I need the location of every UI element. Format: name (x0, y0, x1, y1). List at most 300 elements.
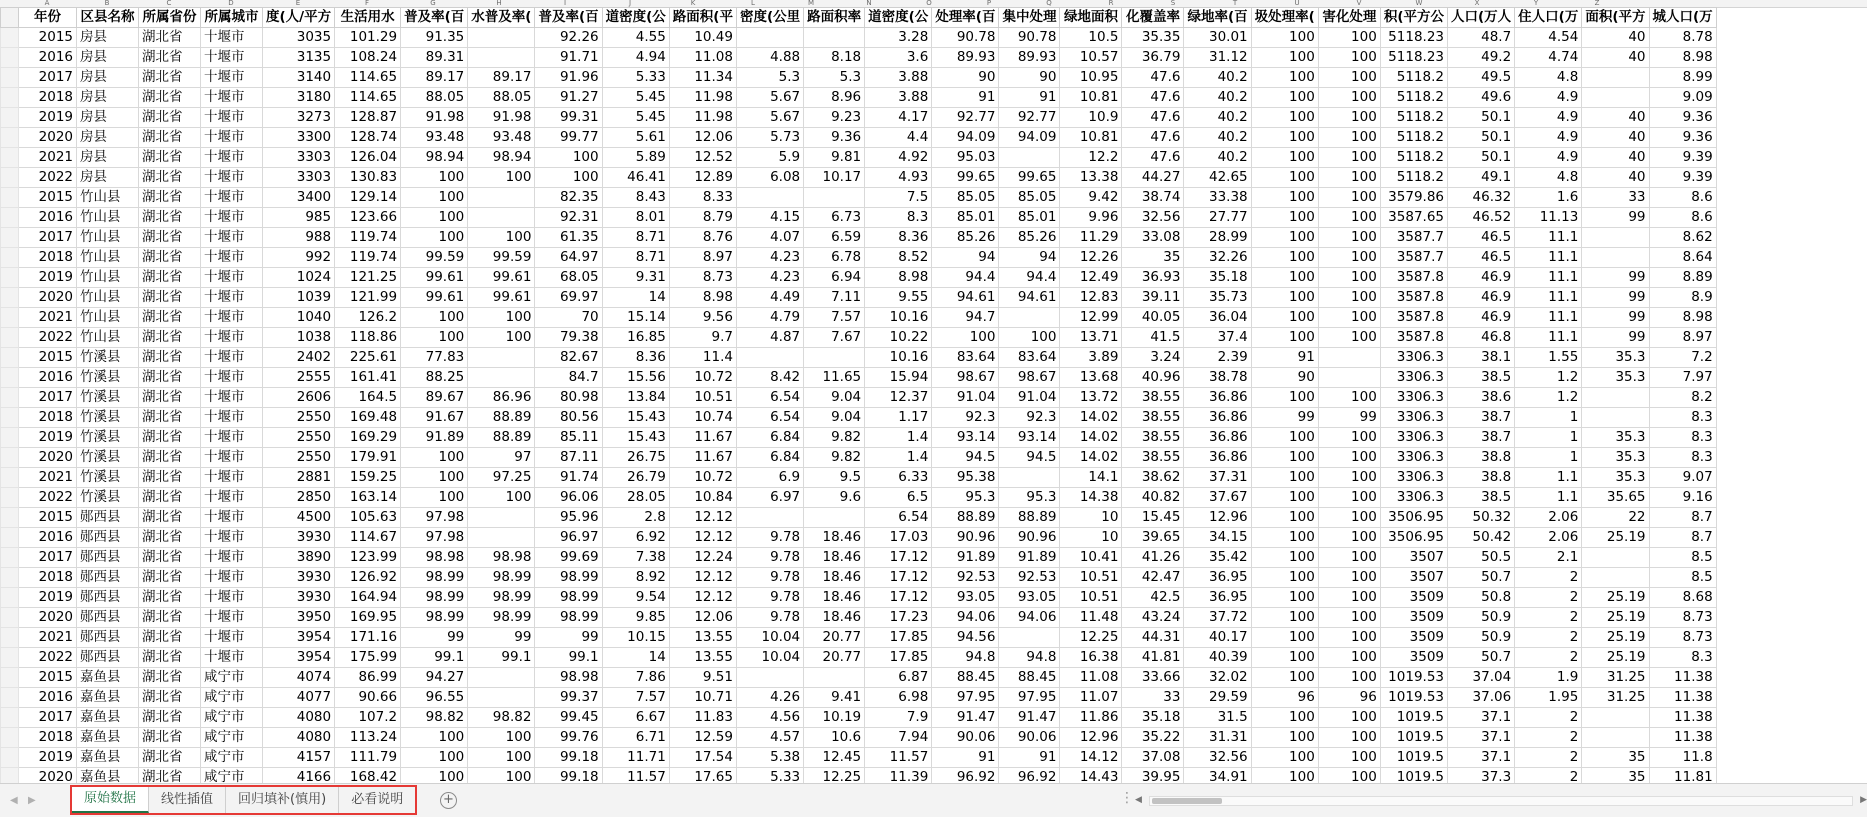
table-cell[interactable]: 9.56 (669, 308, 736, 328)
scroll-right-icon[interactable]: ▶ (1860, 795, 1867, 805)
table-cell[interactable]: 11.57 (865, 748, 932, 768)
row-number-cell[interactable] (1, 248, 19, 268)
table-cell[interactable]: 50.1 (1448, 108, 1515, 128)
table-cell[interactable]: 十堰市 (201, 408, 263, 428)
table-cell[interactable]: 十堰市 (201, 108, 263, 128)
table-cell[interactable]: 5.45 (602, 108, 669, 128)
table-cell[interactable]: 湖北省 (139, 188, 201, 208)
table-cell[interactable]: 988 (263, 228, 335, 248)
table-cell[interactable]: 100 (401, 188, 468, 208)
table-cell[interactable]: 99 (468, 628, 535, 648)
table-cell[interactable]: 2020 (19, 288, 77, 308)
table-cell[interactable]: 11.67 (669, 448, 736, 468)
table-cell[interactable]: 88.45 (932, 668, 999, 688)
table-cell[interactable]: 100 (1318, 748, 1380, 768)
table-cell[interactable]: 97.98 (401, 528, 468, 548)
table-cell[interactable]: 8.71 (602, 228, 669, 248)
table-cell[interactable]: 9.23 (804, 108, 865, 128)
table-cell[interactable]: 3506.95 (1380, 508, 1447, 528)
table-cell[interactable]: 99 (1318, 408, 1380, 428)
table-cell[interactable]: 11.48 (1060, 608, 1122, 628)
table-cell[interactable]: 37.31 (1184, 468, 1251, 488)
table-cell[interactable]: 湖北省 (139, 328, 201, 348)
table-cell[interactable]: 11.71 (602, 748, 669, 768)
table-cell[interactable]: 169.48 (335, 408, 401, 428)
column-letter[interactable]: Y (1533, 0, 1539, 7)
table-cell[interactable] (468, 188, 535, 208)
table-cell[interactable]: 100 (1251, 548, 1318, 568)
table-cell[interactable]: 9.39 (1649, 148, 1716, 168)
column-letter[interactable]: L (751, 0, 755, 7)
table-cell[interactable]: 8.73 (1649, 628, 1716, 648)
spreadsheet-grid[interactable] (0, 7, 1867, 783)
table-cell[interactable]: 42.5 (1122, 588, 1184, 608)
table-cell[interactable]: 3180 (263, 88, 335, 108)
table-cell[interactable]: 168.42 (335, 768, 401, 784)
table-cell[interactable]: 2 (1515, 628, 1582, 648)
table-cell[interactable]: 96.55 (401, 688, 468, 708)
table-cell[interactable]: 竹山县 (77, 208, 139, 228)
table-cell[interactable]: 十堰市 (201, 468, 263, 488)
table-cell[interactable]: 100 (1251, 448, 1318, 468)
table-cell[interactable]: 7.2 (1649, 348, 1716, 368)
table-cell[interactable]: 39.95 (1122, 768, 1184, 784)
table-cell[interactable]: 35 (1582, 768, 1649, 784)
table-cell[interactable]: 126.04 (335, 148, 401, 168)
table-cell[interactable]: 湖北省 (139, 548, 201, 568)
table-cell[interactable]: 171.16 (335, 628, 401, 648)
column-letter[interactable]: O (926, 0, 932, 7)
table-cell[interactable]: 7.38 (602, 548, 669, 568)
table-cell[interactable]: 31.31 (1184, 728, 1251, 748)
table-cell[interactable]: 100 (1318, 548, 1380, 568)
table-cell[interactable]: 84.7 (535, 368, 602, 388)
table-cell[interactable]: 3.6 (865, 48, 932, 68)
table-cell[interactable]: 11.08 (1060, 668, 1122, 688)
table-cell[interactable]: 11.07 (1060, 688, 1122, 708)
table-cell[interactable]: 5118.2 (1380, 88, 1447, 108)
table-cell[interactable] (804, 348, 865, 368)
table-cell[interactable]: 5.67 (736, 88, 803, 108)
table-cell[interactable]: 35.3 (1582, 428, 1649, 448)
table-cell[interactable]: 2017 (19, 388, 77, 408)
table-cell[interactable]: 2550 (263, 408, 335, 428)
table-cell[interactable]: 6.98 (865, 688, 932, 708)
table-cell[interactable]: 50.9 (1448, 628, 1515, 648)
table-cell[interactable]: 94.61 (932, 288, 999, 308)
table-cell[interactable]: 100 (1251, 468, 1318, 488)
table-cell[interactable]: 3954 (263, 648, 335, 668)
table-cell[interactable]: 85.26 (999, 228, 1060, 248)
table-cell[interactable]: 9.7 (669, 328, 736, 348)
table-cell[interactable] (468, 688, 535, 708)
table-cell[interactable]: 18.46 (804, 548, 865, 568)
table-cell[interactable]: 12.24 (669, 548, 736, 568)
table-cell[interactable]: 98.99 (401, 568, 468, 588)
table-cell[interactable]: 郧西县 (77, 528, 139, 548)
table-cell[interactable]: 湖北省 (139, 408, 201, 428)
table-cell[interactable]: 12.12 (669, 568, 736, 588)
table-cell[interactable]: 35 (1122, 248, 1184, 268)
table-cell[interactable]: 98.67 (932, 368, 999, 388)
table-cell[interactable]: 3.89 (1060, 348, 1122, 368)
table-cell[interactable]: 2019 (19, 428, 77, 448)
table-cell[interactable]: 32.56 (1184, 748, 1251, 768)
table-cell[interactable]: 96.06 (535, 488, 602, 508)
column-letter[interactable]: E (295, 0, 301, 7)
table-cell[interactable]: 11.98 (669, 108, 736, 128)
table-cell[interactable]: 6.59 (804, 228, 865, 248)
table-cell[interactable]: 6.78 (804, 248, 865, 268)
table-cell[interactable]: 1019.5 (1380, 728, 1447, 748)
table-cell[interactable]: 2.06 (1515, 508, 1582, 528)
table-cell[interactable]: 33 (1122, 688, 1184, 708)
table-cell[interactable]: 湖北省 (139, 588, 201, 608)
table-cell[interactable]: 4.55 (602, 28, 669, 48)
table-cell[interactable]: 8.68 (1649, 588, 1716, 608)
table-cell[interactable]: 嘉鱼县 (77, 668, 139, 688)
table-cell[interactable]: 15.43 (602, 428, 669, 448)
table-cell[interactable]: 31.25 (1582, 668, 1649, 688)
table-cell[interactable]: 5.61 (602, 128, 669, 148)
table-cell[interactable]: 十堰市 (201, 168, 263, 188)
table-cell[interactable]: 郧西县 (77, 588, 139, 608)
table-cell[interactable]: 100 (1251, 648, 1318, 668)
table-cell[interactable]: 13.71 (1060, 328, 1122, 348)
table-cell[interactable]: 1039 (263, 288, 335, 308)
table-cell[interactable]: 14.12 (1060, 748, 1122, 768)
table-cell[interactable]: 2016 (19, 208, 77, 228)
table-cell[interactable]: 14.38 (1060, 488, 1122, 508)
table-cell[interactable]: 31.12 (1184, 48, 1251, 68)
table-cell[interactable]: 8.36 (865, 228, 932, 248)
table-cell[interactable]: 3306.3 (1380, 388, 1447, 408)
table-cell[interactable]: 100 (932, 328, 999, 348)
table-cell[interactable]: 99.61 (468, 288, 535, 308)
table-cell[interactable]: 100 (1251, 668, 1318, 688)
table-cell[interactable]: 50.42 (1448, 528, 1515, 548)
table-cell[interactable]: 15.56 (602, 368, 669, 388)
table-cell[interactable]: 10.71 (669, 688, 736, 708)
table-cell[interactable]: 2015 (19, 668, 77, 688)
tab-regression-fill[interactable]: 回归填补(慎用) (226, 787, 339, 813)
table-cell[interactable]: 100 (1318, 228, 1380, 248)
table-cell[interactable]: 6.71 (602, 728, 669, 748)
table-cell[interactable]: 1038 (263, 328, 335, 348)
add-sheet-button[interactable]: + (440, 792, 457, 809)
table-cell[interactable]: 湖北省 (139, 148, 201, 168)
table-cell[interactable]: 16.38 (1060, 648, 1122, 668)
table-cell[interactable]: 37.08 (1122, 748, 1184, 768)
table-cell[interactable]: 5118.23 (1380, 28, 1447, 48)
table-cell[interactable]: 8.64 (1649, 248, 1716, 268)
table-cell[interactable]: 29.59 (1184, 688, 1251, 708)
table-cell[interactable]: 100 (535, 168, 602, 188)
table-cell[interactable]: 98.99 (468, 568, 535, 588)
table-cell[interactable]: 竹溪县 (77, 448, 139, 468)
table-cell[interactable]: 225.61 (335, 348, 401, 368)
table-cell[interactable]: 85.01 (999, 208, 1060, 228)
table-cell[interactable]: 64.97 (535, 248, 602, 268)
table-cell[interactable]: 40 (1582, 168, 1649, 188)
table-cell[interactable]: 2016 (19, 368, 77, 388)
table-cell[interactable]: 36.86 (1184, 428, 1251, 448)
table-cell[interactable]: 96 (1251, 688, 1318, 708)
table-cell[interactable]: 69.97 (535, 288, 602, 308)
table-cell[interactable]: 25.19 (1582, 608, 1649, 628)
table-cell[interactable]: 88.89 (999, 508, 1060, 528)
table-cell[interactable]: 4.17 (865, 108, 932, 128)
table-cell[interactable]: 4.8 (1515, 68, 1582, 88)
table-cell[interactable]: 8.99 (1649, 68, 1716, 88)
table-cell[interactable]: 4077 (263, 688, 335, 708)
table-cell[interactable]: 湖北省 (139, 228, 201, 248)
table-cell[interactable]: 90.06 (932, 728, 999, 748)
table-cell[interactable]: 130.83 (335, 168, 401, 188)
table-cell[interactable]: 十堰市 (201, 208, 263, 228)
table-cell[interactable]: 100 (1251, 748, 1318, 768)
table-cell[interactable]: 3400 (263, 188, 335, 208)
table-cell[interactable]: 100 (1318, 148, 1380, 168)
table-cell[interactable]: 100 (1318, 308, 1380, 328)
table-cell[interactable]: 99 (1582, 308, 1649, 328)
table-cell[interactable]: 100 (1251, 128, 1318, 148)
row-number-cell[interactable] (1, 168, 19, 188)
table-cell[interactable]: 3273 (263, 108, 335, 128)
table-cell[interactable]: 8.98 (1649, 48, 1716, 68)
table-cell[interactable]: 38.62 (1122, 468, 1184, 488)
table-cell[interactable]: 十堰市 (201, 648, 263, 668)
table-cell[interactable]: 94.56 (932, 628, 999, 648)
table-cell[interactable]: 100 (1318, 568, 1380, 588)
table-cell[interactable]: 6.73 (804, 208, 865, 228)
table-cell[interactable]: 13.68 (1060, 368, 1122, 388)
table-cell[interactable]: 10 (1060, 508, 1122, 528)
table-cell[interactable]: 17.65 (669, 768, 736, 784)
table-cell[interactable]: 90 (1251, 368, 1318, 388)
table-cell[interactable]: 100 (1318, 48, 1380, 68)
header-cell[interactable]: 度(人/平方 (263, 8, 335, 28)
table-cell[interactable]: 11.38 (1649, 728, 1716, 748)
table-cell[interactable]: 13.55 (669, 628, 736, 648)
table-cell[interactable]: 100 (1318, 328, 1380, 348)
table-cell[interactable]: 99.61 (468, 268, 535, 288)
table-cell[interactable]: 11.34 (669, 68, 736, 88)
table-cell[interactable]: 3306.3 (1380, 368, 1447, 388)
data-table[interactable] (0, 7, 1717, 783)
table-cell[interactable]: 9.6 (804, 488, 865, 508)
table-cell[interactable]: 114.65 (335, 88, 401, 108)
table-cell[interactable]: 咸宁市 (201, 688, 263, 708)
column-letter[interactable]: T (1232, 0, 1238, 7)
header-cell[interactable]: 普及率(百 (535, 8, 602, 28)
table-cell[interactable]: 9.78 (736, 568, 803, 588)
table-cell[interactable]: 8.79 (669, 208, 736, 228)
table-cell[interactable]: 8.3 (1649, 428, 1716, 448)
table-cell[interactable]: 4.88 (736, 48, 803, 68)
table-cell[interactable]: 十堰市 (201, 488, 263, 508)
table-cell[interactable]: 94 (932, 248, 999, 268)
row-number-cell[interactable] (1, 548, 19, 568)
table-cell[interactable]: 2022 (19, 168, 77, 188)
table-cell[interactable]: 2015 (19, 188, 77, 208)
table-cell[interactable]: 2018 (19, 248, 77, 268)
table-cell[interactable]: 98.94 (401, 148, 468, 168)
table-cell[interactable]: 100 (1318, 188, 1380, 208)
table-cell[interactable]: 竹山县 (77, 308, 139, 328)
table-cell[interactable]: 94.8 (932, 648, 999, 668)
table-cell[interactable]: 十堰市 (201, 368, 263, 388)
table-cell[interactable]: 8.73 (669, 268, 736, 288)
table-cell[interactable]: 竹山县 (77, 188, 139, 208)
table-cell[interactable]: 1.1 (1515, 468, 1582, 488)
table-cell[interactable]: 12.12 (669, 508, 736, 528)
table-cell[interactable]: 98.99 (468, 608, 535, 628)
table-cell[interactable] (468, 348, 535, 368)
table-cell[interactable]: 10.5 (1060, 28, 1122, 48)
table-cell[interactable] (804, 508, 865, 528)
table-cell[interactable]: 竹山县 (77, 288, 139, 308)
table-cell[interactable]: 91.74 (535, 468, 602, 488)
table-cell[interactable]: 37.72 (1184, 608, 1251, 628)
header-cell[interactable]: 生活用水 (335, 8, 401, 28)
table-cell[interactable]: 100 (1251, 568, 1318, 588)
table-cell[interactable]: 37.1 (1448, 728, 1515, 748)
table-cell[interactable]: 咸宁市 (201, 668, 263, 688)
table-cell[interactable]: 49.2 (1448, 48, 1515, 68)
table-cell[interactable]: 46.5 (1448, 228, 1515, 248)
table-cell[interactable]: 十堰市 (201, 568, 263, 588)
table-cell[interactable]: 3587.7 (1380, 228, 1447, 248)
table-cell[interactable]: 38.7 (1448, 408, 1515, 428)
table-cell[interactable]: 40 (1582, 48, 1649, 68)
table-cell[interactable]: 8.33 (669, 188, 736, 208)
table-cell[interactable]: 94.4 (932, 268, 999, 288)
table-cell[interactable]: 11.08 (669, 48, 736, 68)
table-cell[interactable]: 6.87 (865, 668, 932, 688)
table-cell[interactable]: 13.55 (669, 648, 736, 668)
table-cell[interactable]: 4.74 (1515, 48, 1582, 68)
table-cell[interactable]: 89.17 (401, 68, 468, 88)
table-cell[interactable]: 100 (1318, 508, 1380, 528)
table-cell[interactable]: 91.89 (932, 548, 999, 568)
table-cell[interactable]: 38.6 (1448, 388, 1515, 408)
table-cell[interactable]: 35.18 (1122, 708, 1184, 728)
table-cell[interactable]: 9.41 (804, 688, 865, 708)
table-cell[interactable]: 十堰市 (201, 68, 263, 88)
table-cell[interactable]: 101.29 (335, 28, 401, 48)
table-cell[interactable]: 159.25 (335, 468, 401, 488)
table-cell[interactable]: 97.25 (468, 468, 535, 488)
table-cell[interactable]: 100 (401, 168, 468, 188)
table-cell[interactable]: 163.14 (335, 488, 401, 508)
table-cell[interactable]: 100 (1251, 608, 1318, 628)
table-cell[interactable]: 100 (1251, 28, 1318, 48)
table-cell[interactable]: 35.3 (1582, 368, 1649, 388)
table-cell[interactable]: 2022 (19, 328, 77, 348)
table-cell[interactable]: 161.41 (335, 368, 401, 388)
table-cell[interactable]: 嘉鱼县 (77, 688, 139, 708)
table-cell[interactable]: 8.92 (602, 568, 669, 588)
table-cell[interactable]: 46.8 (1448, 328, 1515, 348)
tab-original-data[interactable]: 原始数据 (72, 787, 149, 813)
row-number-cell[interactable] (1, 568, 19, 588)
table-cell[interactable]: 12.25 (804, 768, 865, 784)
table-cell[interactable]: 4.23 (736, 268, 803, 288)
table-cell[interactable]: 湖北省 (139, 368, 201, 388)
table-cell[interactable]: 2017 (19, 228, 77, 248)
table-cell[interactable]: 11.38 (1649, 668, 1716, 688)
table-cell[interactable]: 46.32 (1448, 188, 1515, 208)
table-cell[interactable]: 80.56 (535, 408, 602, 428)
table-cell[interactable]: 湖北省 (139, 108, 201, 128)
table-cell[interactable]: 6.67 (602, 708, 669, 728)
table-cell[interactable]: 3509 (1380, 588, 1447, 608)
table-cell[interactable]: 11.1 (1515, 328, 1582, 348)
table-cell[interactable]: 湖北省 (139, 48, 201, 68)
header-cell[interactable]: 集中处理 (999, 8, 1060, 28)
table-cell[interactable]: 92.77 (999, 108, 1060, 128)
table-cell[interactable]: 湖北省 (139, 488, 201, 508)
table-cell[interactable]: 咸宁市 (201, 708, 263, 728)
table-cell[interactable]: 2.8 (602, 508, 669, 528)
table-cell[interactable]: 123.66 (335, 208, 401, 228)
header-cell[interactable]: 城人口(万 (1649, 8, 1716, 28)
table-cell[interactable]: 3509 (1380, 628, 1447, 648)
table-cell[interactable]: 1024 (263, 268, 335, 288)
table-cell[interactable]: 9.51 (669, 668, 736, 688)
table-cell[interactable]: 湖北省 (139, 168, 201, 188)
table-cell[interactable]: 10 (1060, 528, 1122, 548)
table-cell[interactable]: 湖北省 (139, 648, 201, 668)
table-cell[interactable]: 10.15 (602, 628, 669, 648)
table-cell[interactable]: 9.78 (736, 588, 803, 608)
table-cell[interactable]: 100 (401, 448, 468, 468)
table-cell[interactable]: 咸宁市 (201, 768, 263, 784)
table-cell[interactable]: 37.3 (1448, 768, 1515, 784)
table-cell[interactable]: 46.9 (1448, 308, 1515, 328)
row-number-cell[interactable] (1, 588, 19, 608)
table-cell[interactable]: 100 (999, 328, 1060, 348)
row-number-cell[interactable] (1, 88, 19, 108)
table-cell[interactable]: 湖北省 (139, 768, 201, 784)
table-cell[interactable]: 5118.2 (1380, 128, 1447, 148)
table-cell[interactable]: 湖北省 (139, 468, 201, 488)
row-number-cell[interactable] (1, 108, 19, 128)
table-cell[interactable]: 83.64 (932, 348, 999, 368)
row-number-cell[interactable] (1, 628, 19, 648)
table-cell[interactable]: 35.73 (1184, 288, 1251, 308)
table-cell[interactable]: 8.7 (1649, 528, 1716, 548)
table-cell[interactable]: 99 (1582, 268, 1649, 288)
table-cell[interactable]: 100 (1251, 428, 1318, 448)
table-cell[interactable]: 10.51 (1060, 568, 1122, 588)
column-letter[interactable]: G (430, 0, 436, 7)
table-cell[interactable]: 8.18 (804, 48, 865, 68)
table-cell[interactable]: 2 (1515, 648, 1582, 668)
table-cell[interactable]: 5.67 (736, 108, 803, 128)
table-cell[interactable]: 100 (1318, 728, 1380, 748)
table-cell[interactable]: 37.04 (1448, 668, 1515, 688)
table-cell[interactable]: 100 (1318, 68, 1380, 88)
table-cell[interactable]: 7.9 (865, 708, 932, 728)
table-cell[interactable]: 47.6 (1122, 88, 1184, 108)
table-cell[interactable]: 85.01 (932, 208, 999, 228)
table-cell[interactable]: 湖北省 (139, 748, 201, 768)
table-cell[interactable]: 985 (263, 208, 335, 228)
table-cell[interactable] (1582, 728, 1649, 748)
table-cell[interactable]: 15.45 (1122, 508, 1184, 528)
